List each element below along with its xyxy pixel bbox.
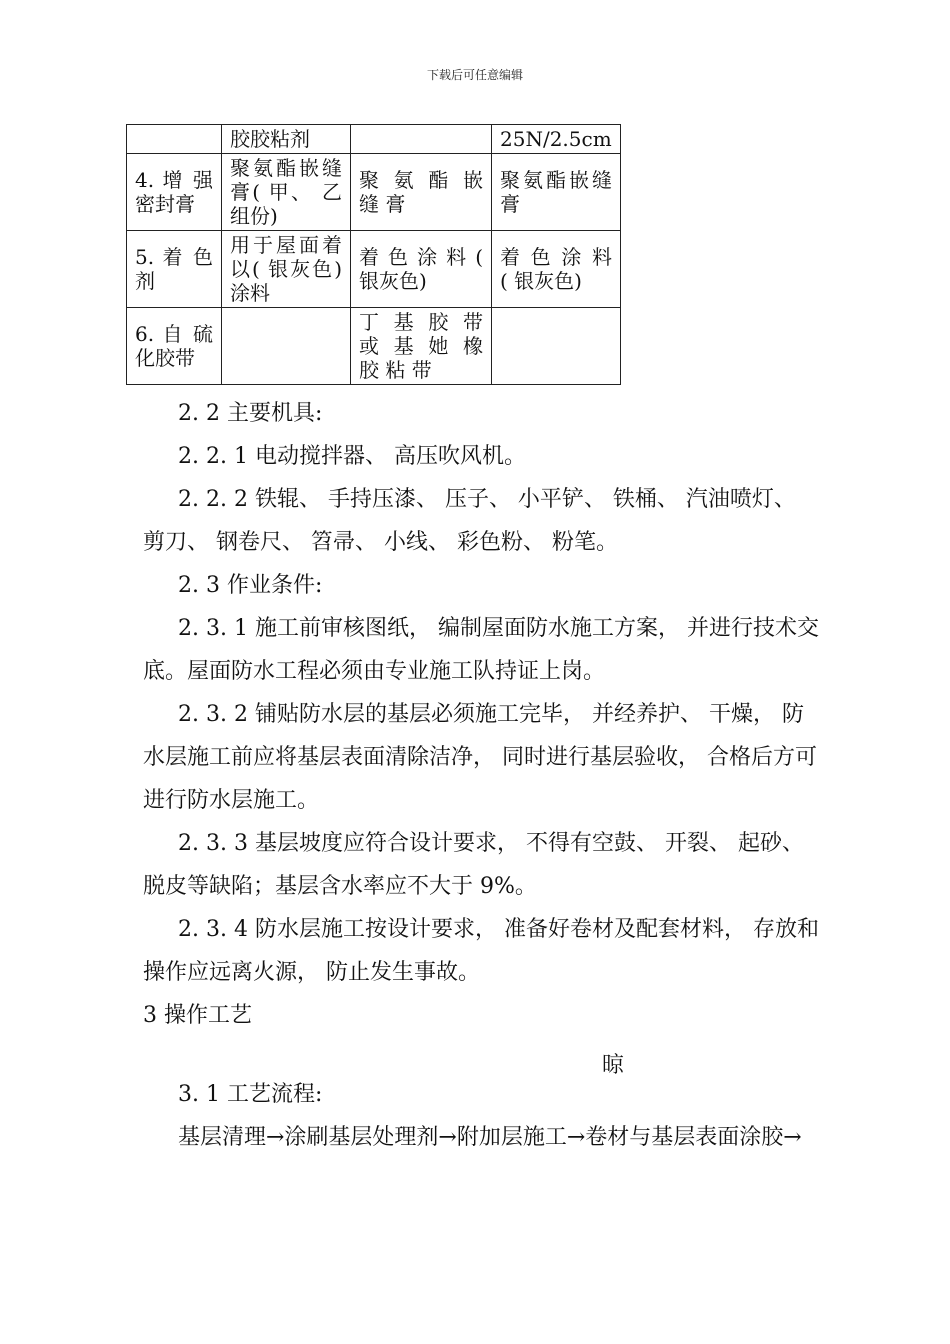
- table-cell: 25N/2.5cm: [492, 125, 621, 154]
- stray-character: 晾: [602, 1053, 625, 1078]
- table-cell: [127, 125, 222, 154]
- table-cell: [492, 308, 621, 385]
- table-cell: 聚氨酯嵌缝膏: [492, 154, 621, 231]
- paragraph: 基层清理→涂刷基层处理剂→附加层施工→卷材与基层表面涂胶→: [178, 1125, 802, 1150]
- table-row: [127, 154, 621, 231]
- body-section-3: [143, 1073, 823, 1159]
- body-section-2: [143, 392, 823, 1037]
- table-cell: 丁 基 胶 带 或 基 她 橡 胶 粘 带: [351, 308, 492, 385]
- table-cell: 聚氨酯嵌缝膏( 甲、 乙组份): [222, 154, 351, 231]
- table-row: [127, 308, 621, 385]
- paragraph: 2. 2. 2 铁辊、 手持压漆、 压子、 小平铲、 铁桶、 汽油喷灯、 剪刀、 钢卷尺、 笤帚、 小线、 彩色粉、 粉笔。: [143, 487, 796, 555]
- paragraph: 2. 3. 4 防水层施工按设计要求， 准备好卷材及配套材料， 存放和操作应远离火源， 防止发生事故。: [143, 917, 819, 985]
- table-cell: 聚 氨 酯 嵌 缝 膏: [351, 154, 492, 231]
- table-cell: 着 色 涂 料 ( 银灰色): [351, 231, 492, 308]
- section-heading: 2. 2 主要机具:: [178, 401, 323, 426]
- table-cell: 4. 增 强 密封膏: [127, 154, 222, 231]
- paragraph: 2. 2. 1 电动搅拌器、 高压吹风机。: [178, 444, 526, 469]
- table-cell: 5. 着 色 剂: [127, 231, 222, 308]
- paragraph: 2. 3. 3 基层坡度应符合设计要求， 不得有空鼓、 开裂、 起砂、 脱皮等缺陷；基层含水率应不大于 9%。: [143, 831, 804, 899]
- table-cell: [222, 308, 351, 385]
- materials-table: [126, 124, 621, 385]
- section-heading: 2. 3 作业条件:: [178, 573, 323, 598]
- table-cell: 胶胶粘剂: [222, 125, 351, 154]
- table-row: [127, 231, 621, 308]
- page-header: 下载后可任意编辑: [426, 68, 523, 82]
- table-cell: [351, 125, 492, 154]
- table-row: [127, 125, 621, 154]
- table-cell: 用于屋面着以( 银灰色) 涂料: [222, 231, 351, 308]
- table-cell: 6. 自 硫 化胶带: [127, 308, 222, 385]
- paragraph: 2. 3. 1 施工前审核图纸， 编制屋面防水施工方案， 并进行技术交底。屋面防水工程必须由专业施工队持证上岗。: [143, 616, 819, 684]
- section-heading: 3. 1 工艺流程:: [178, 1082, 323, 1107]
- table-cell: 着 色 涂 料 ( 银灰色): [492, 231, 621, 308]
- paragraph: 2. 3. 2 铺贴防水层的基层必须施工完毕， 并经养护、 干燥， 防水层施工前应将基层表面清除洁净， 同时进行基层验收， 合格后方可进行防水层施工。: [143, 702, 817, 813]
- section-heading: 3 操作工艺: [143, 1003, 252, 1028]
